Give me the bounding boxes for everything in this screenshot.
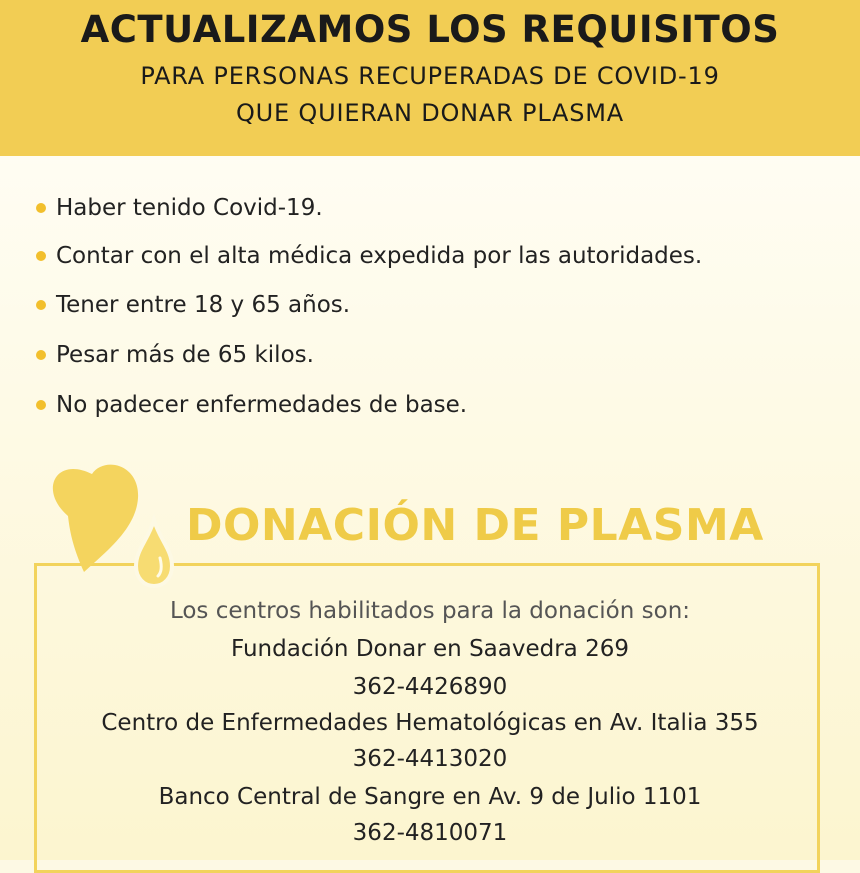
bullet-icon — [36, 350, 46, 360]
requirement-item — [36, 236, 702, 276]
center-name: Banco Central de Sangre en Av. 9 de Julio 1101 — [158, 784, 702, 810]
requirement-text: Tener entre 18 y 65 años. — [56, 292, 351, 318]
heart-drop-icon — [44, 462, 174, 592]
requirement-item — [36, 385, 467, 425]
center-name: Centro de Enfermedades Hematológicas en Av. Italia 355 — [101, 710, 759, 736]
requirement-text: No padecer enfermedades de base. — [56, 392, 468, 418]
requirement-text: Pesar más de 65 kilos. — [56, 342, 314, 368]
subtitle-line-2: QUE QUIERAN DONAR PLASMA — [235, 99, 625, 127]
requirement-text: Contar con el alta médica expedida por las autoridades. — [56, 243, 703, 269]
bullet-icon — [36, 203, 46, 213]
requirement-item — [36, 285, 350, 325]
bullet-icon — [36, 251, 46, 261]
requirement-item — [36, 188, 323, 228]
page-title: ACTUALIZAMOS LOS REQUISITOS — [80, 8, 780, 51]
center-name: Fundación Donar en Saavedra 269 — [231, 636, 629, 662]
subtitle-line-1: PARA PERSONAS RECUPERADAS DE COVID-19 — [140, 62, 720, 90]
center-phone: 362-4413020 — [352, 746, 508, 772]
header-banner — [0, 0, 860, 156]
bullet-icon — [36, 400, 46, 410]
requirement-text: Haber tenido Covid-19. — [56, 195, 323, 221]
center-phone: 362-4426890 — [352, 674, 508, 700]
donation-title: DONACIÓN DE PLASMA — [186, 500, 764, 551]
center-phone: 362-4810071 — [352, 820, 508, 846]
requirement-item — [36, 335, 314, 375]
bullet-icon — [36, 300, 46, 310]
centers-intro: Los centros habilitados para la donación son: — [169, 598, 691, 624]
